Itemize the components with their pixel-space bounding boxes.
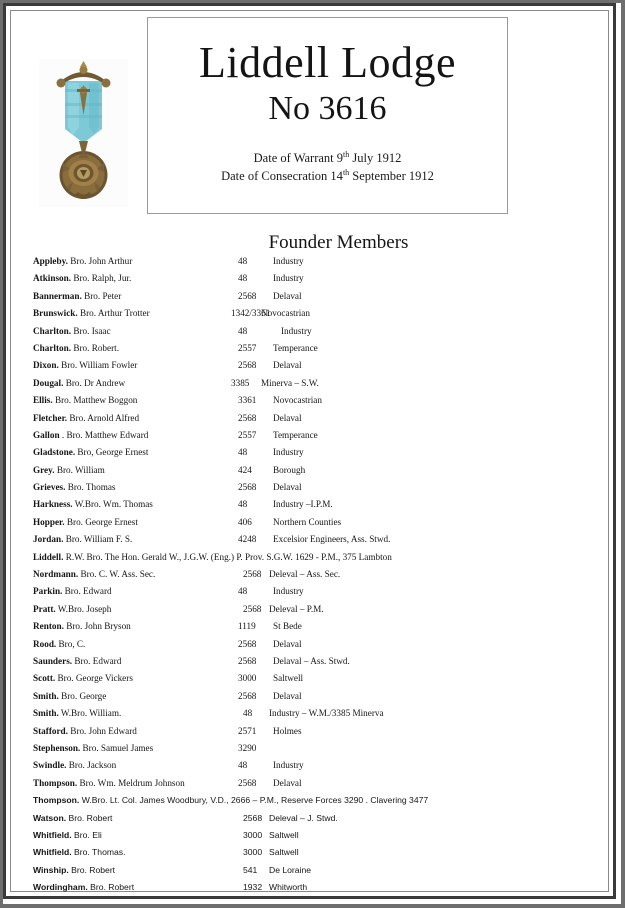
member-surname: Scott. bbox=[33, 673, 56, 684]
scan-edge-right bbox=[621, 0, 625, 908]
consecration-rest: September 1912 bbox=[349, 169, 434, 184]
member-name bbox=[33, 256, 132, 266]
member-details: W.Bro. Lt. Col. James Woodbury, V.D., 2666 – P.M., Reserve Forces 3290 . Clavering 3477 bbox=[79, 795, 429, 806]
member-mother-lodge-number: 4248 bbox=[238, 534, 257, 545]
member-name bbox=[33, 447, 148, 457]
member-surname: Ellis. bbox=[33, 395, 53, 406]
member-row bbox=[33, 308, 593, 325]
founders-jewel-image bbox=[39, 59, 128, 207]
member-surname: Parkin. bbox=[33, 586, 63, 597]
member-name bbox=[33, 708, 121, 718]
member-given-name: Bro. John Edward bbox=[67, 725, 137, 736]
member-row bbox=[33, 760, 593, 777]
member-given-name: Bro. Eli bbox=[71, 829, 102, 840]
member-mother-lodge-name: Industry bbox=[273, 273, 304, 284]
member-mother-lodge-number: 2557 bbox=[238, 342, 257, 353]
member-given-name: . Bro. Matthew Edward bbox=[59, 429, 149, 440]
member-mother-lodge-name: Temperance bbox=[273, 429, 318, 440]
member-mother-lodge-number: 48 bbox=[238, 499, 248, 510]
member-row bbox=[33, 360, 593, 377]
member-surname: Swindle. bbox=[33, 760, 67, 771]
member-name bbox=[33, 586, 112, 596]
scan-edge-bottom bbox=[0, 904, 625, 908]
member-mother-lodge-name: Delaval bbox=[273, 777, 302, 788]
member-row bbox=[33, 447, 593, 464]
member-mother-lodge-name: Saltwell bbox=[269, 829, 299, 840]
member-mother-lodge-name: Holmes bbox=[273, 725, 302, 736]
member-given-name: Bro. Arthur Trotter bbox=[77, 308, 150, 319]
consecration-ordinal: th bbox=[342, 168, 350, 178]
member-name bbox=[33, 569, 155, 579]
member-row bbox=[33, 586, 593, 603]
member-mother-lodge-number: 48 bbox=[238, 256, 248, 266]
member-mother-lodge-name: Delaval bbox=[273, 690, 302, 701]
member-row bbox=[33, 795, 593, 812]
member-mother-lodge-name: Delaval – Ass. Stwd. bbox=[273, 655, 350, 666]
member-surname: Grey. bbox=[33, 464, 55, 475]
member-name bbox=[33, 395, 137, 405]
member-row bbox=[33, 743, 593, 760]
member-row bbox=[33, 499, 593, 516]
member-surname: Charlton. bbox=[33, 342, 72, 353]
member-name bbox=[33, 691, 106, 701]
member-name bbox=[33, 882, 134, 892]
member-row bbox=[33, 778, 593, 795]
member-surname: Liddell. bbox=[33, 551, 64, 562]
member-mother-lodge-name: Industry bbox=[281, 325, 312, 336]
member-mother-lodge-number: 1119 bbox=[238, 621, 256, 632]
member-row bbox=[33, 430, 593, 447]
member-given-name: Bro. Robert bbox=[87, 882, 135, 893]
scan-edge-top bbox=[0, 0, 625, 3]
member-mother-lodge-name: Northern Counties bbox=[273, 516, 342, 527]
member-mother-lodge-number: 48 bbox=[238, 325, 248, 336]
member-row bbox=[33, 343, 593, 360]
member-given-name: Bro. John Arthur bbox=[67, 256, 133, 266]
member-mother-lodge-number: 1342/3361 bbox=[231, 308, 271, 319]
member-name bbox=[33, 499, 153, 509]
member-given-name: W.Bro. Wm. Thomas bbox=[72, 499, 153, 510]
member-surname: Winship. bbox=[33, 864, 69, 875]
member-name bbox=[33, 360, 137, 370]
member-surname: Stephenson. bbox=[33, 742, 81, 753]
member-mother-lodge-name: De Loraine bbox=[269, 864, 312, 875]
member-surname: Harkness. bbox=[33, 499, 73, 510]
member-name bbox=[33, 378, 125, 388]
member-surname: Brunswick. bbox=[33, 308, 78, 319]
member-surname: Gladstone. bbox=[33, 447, 76, 458]
member-surname: Charlton. bbox=[33, 325, 72, 336]
date-of-consecration bbox=[148, 167, 507, 185]
member-mother-lodge-name: Delaval bbox=[273, 290, 302, 301]
member-row bbox=[33, 621, 593, 638]
warrant-ordinal: th bbox=[343, 150, 350, 160]
member-name bbox=[33, 656, 121, 666]
member-surname: Stafford. bbox=[33, 725, 68, 736]
member-mother-lodge-name: Novocastrian bbox=[273, 395, 322, 406]
member-mother-lodge-name: Deleval – J. Stwd. bbox=[269, 812, 338, 823]
member-name bbox=[33, 534, 132, 544]
member-given-name: Bro. Samuel James bbox=[80, 742, 154, 753]
member-row bbox=[33, 273, 593, 290]
member-row bbox=[33, 639, 593, 656]
member-mother-lodge-number: 3385 bbox=[231, 377, 250, 388]
member-details: R.W. Bro. The Hon. Gerald W., J.G.W. (Eng.) P. Prov. S.G.W. 1629 - P.M., 375 Lambton bbox=[63, 551, 392, 562]
member-given-name: Bro. Arnold Alfred bbox=[67, 412, 140, 423]
member-surname: Nordmann. bbox=[33, 569, 79, 580]
member-given-name: Bro. Edward bbox=[62, 586, 112, 597]
member-surname: Dixon. bbox=[33, 360, 59, 371]
member-surname: Hopper. bbox=[33, 516, 65, 527]
member-full-entry bbox=[33, 795, 428, 805]
member-row bbox=[33, 517, 593, 534]
member-mother-lodge-name: Novocastrian bbox=[261, 308, 310, 319]
section-heading-founder-members: Founder Members bbox=[268, 232, 409, 253]
member-row bbox=[33, 291, 593, 308]
member-name bbox=[33, 743, 153, 753]
member-row bbox=[33, 726, 593, 743]
member-given-name: Bro, C. bbox=[56, 638, 86, 649]
member-row bbox=[33, 691, 593, 708]
member-row bbox=[33, 552, 593, 569]
member-row bbox=[33, 708, 593, 725]
member-name bbox=[33, 343, 119, 353]
member-row bbox=[33, 830, 593, 847]
member-surname: Thompson. bbox=[33, 777, 78, 788]
member-mother-lodge-name: Minerva – S.W. bbox=[261, 377, 319, 388]
member-mother-lodge-number: 2568 bbox=[238, 655, 257, 666]
member-given-name: Bro. Robert bbox=[66, 812, 113, 823]
member-name bbox=[33, 517, 138, 527]
member-surname: Fletcher. bbox=[33, 412, 68, 423]
member-surname: Saunders. bbox=[33, 655, 73, 666]
member-mother-lodge-number: 48 bbox=[238, 273, 248, 284]
member-mother-lodge-number: 406 bbox=[238, 516, 252, 527]
member-surname: Renton. bbox=[33, 621, 64, 632]
member-given-name: Bro. Isaac bbox=[71, 325, 111, 336]
member-mother-lodge-number: 2568 bbox=[238, 482, 257, 493]
member-row bbox=[33, 673, 593, 690]
medal-illustration bbox=[39, 59, 128, 207]
member-name bbox=[33, 604, 111, 614]
member-name bbox=[33, 830, 102, 840]
member-given-name: Bro. Peter bbox=[81, 290, 122, 301]
member-mother-lodge-number: 3000 bbox=[238, 673, 257, 684]
member-name bbox=[33, 308, 150, 318]
member-mother-lodge-number: 48 bbox=[238, 447, 248, 458]
member-given-name: Bro. Thomas bbox=[65, 482, 116, 493]
member-mother-lodge-name: Industry –I.P.M. bbox=[273, 499, 333, 510]
lodge-number: No 3616 bbox=[268, 89, 387, 127]
member-name bbox=[33, 673, 133, 683]
member-mother-lodge-name: Industry bbox=[273, 447, 304, 458]
member-surname: Whitfield. bbox=[33, 847, 72, 858]
member-given-name: Bro. William bbox=[54, 464, 105, 475]
member-name bbox=[33, 847, 125, 857]
member-given-name: Bro. George Ernest bbox=[64, 516, 138, 527]
member-name bbox=[33, 813, 112, 823]
member-row bbox=[33, 534, 593, 551]
member-given-name: Bro. George Vickers bbox=[55, 673, 133, 684]
date-of-warrant bbox=[148, 149, 507, 167]
member-mother-lodge-name: Delaval bbox=[273, 412, 302, 423]
member-mother-lodge-name: St Bede bbox=[273, 621, 302, 632]
member-mother-lodge-name: Deleval – P.M. bbox=[269, 603, 324, 614]
member-mother-lodge-name: Delaval bbox=[273, 638, 302, 649]
member-row bbox=[33, 413, 593, 430]
member-mother-lodge-name: Temperance bbox=[273, 342, 318, 353]
member-mother-lodge-number: 2568 bbox=[243, 603, 262, 614]
member-surname: Atkinson. bbox=[33, 273, 72, 284]
consecration-label: Date of Consecration 14 bbox=[221, 169, 343, 184]
member-mother-lodge-number: 3000 bbox=[243, 847, 263, 858]
member-given-name: Bro. William F. S. bbox=[63, 534, 133, 545]
member-given-name: Bro. C. W. Ass. Sec. bbox=[78, 569, 156, 580]
member-surname: Smith. bbox=[33, 708, 59, 719]
member-mother-lodge-number: 48 bbox=[243, 708, 253, 719]
scan-edge-left bbox=[0, 0, 3, 908]
member-mother-lodge-number: 1932 bbox=[243, 882, 263, 893]
member-mother-lodge-number: 424 bbox=[238, 464, 252, 475]
member-mother-lodge-name: Deleval – Ass. Sec. bbox=[269, 569, 341, 580]
member-mother-lodge-number: 48 bbox=[238, 586, 248, 597]
member-name bbox=[33, 291, 121, 301]
member-mother-lodge-number: 2568 bbox=[238, 777, 257, 788]
member-given-name: Bro. Ralph, Jur. bbox=[71, 273, 132, 284]
member-row bbox=[33, 465, 593, 482]
member-row bbox=[33, 656, 593, 673]
member-row bbox=[33, 569, 593, 586]
member-full-entry bbox=[33, 552, 392, 562]
member-surname: Appleby. bbox=[33, 256, 68, 266]
member-name bbox=[33, 726, 137, 736]
member-mother-lodge-number: 2568 bbox=[238, 290, 257, 301]
member-mother-lodge-name: Borough bbox=[273, 464, 306, 475]
member-surname: Whitfield. bbox=[33, 829, 72, 840]
member-row bbox=[33, 813, 593, 830]
member-mother-lodge-number: 3000 bbox=[243, 829, 263, 840]
member-surname: Pratt. bbox=[33, 603, 56, 614]
member-name bbox=[33, 430, 148, 440]
member-given-name: Bro. Thomas. bbox=[71, 847, 126, 858]
member-given-name: Bro. John Bryson bbox=[63, 621, 131, 632]
member-name bbox=[33, 465, 105, 475]
member-surname: Gallon bbox=[33, 429, 60, 440]
member-mother-lodge-number: 2571 bbox=[238, 725, 257, 736]
member-given-name: Bro. Dr Andrew bbox=[63, 377, 126, 388]
member-given-name: Bro, George Ernest bbox=[75, 447, 149, 458]
member-given-name: W.Bro. Joseph bbox=[55, 603, 112, 614]
member-mother-lodge-name: Delaval bbox=[273, 482, 302, 493]
lodge-name: Liddell Lodge bbox=[199, 38, 456, 87]
member-mother-lodge-name: Industry – W.M./3385 Minerva bbox=[269, 708, 384, 719]
member-surname: Rood. bbox=[33, 638, 57, 649]
member-mother-lodge-number: 2568 bbox=[238, 638, 257, 649]
member-name bbox=[33, 413, 139, 423]
member-mother-lodge-number: 2568 bbox=[238, 360, 257, 371]
member-mother-lodge-number: 2568 bbox=[238, 690, 257, 701]
member-given-name: Bro. Robert. bbox=[71, 342, 120, 353]
member-mother-lodge-name: Industry bbox=[273, 256, 304, 266]
member-given-name: Bro. Jackson bbox=[66, 760, 117, 771]
member-mother-lodge-number: 3290 bbox=[238, 742, 257, 753]
member-surname: Watson. bbox=[33, 812, 67, 823]
member-given-name: W.Bro. William. bbox=[58, 708, 122, 719]
member-row bbox=[33, 482, 593, 499]
member-mother-lodge-number: 2557 bbox=[238, 429, 257, 440]
warrant-dates bbox=[148, 149, 507, 186]
member-row bbox=[33, 378, 593, 395]
member-given-name: Bro. Wm. Meldrum Johnson bbox=[77, 777, 185, 788]
member-name bbox=[33, 482, 116, 492]
member-surname: Wordingham. bbox=[33, 882, 88, 893]
member-mother-lodge-number: 3361 bbox=[238, 395, 257, 406]
member-name bbox=[33, 865, 115, 875]
member-given-name: Bro. George bbox=[58, 690, 107, 701]
member-mother-lodge-name: Saltwell bbox=[269, 847, 299, 858]
member-mother-lodge-number: 2568 bbox=[243, 812, 263, 823]
member-surname: Grieves. bbox=[33, 482, 66, 493]
member-given-name: Bro. Matthew Boggon bbox=[52, 395, 138, 406]
member-mother-lodge-name: Saltwell bbox=[273, 673, 304, 684]
member-name bbox=[33, 326, 111, 336]
member-name bbox=[33, 273, 131, 283]
member-mother-lodge-name: Whitworth bbox=[269, 882, 308, 893]
member-name bbox=[33, 639, 85, 649]
member-mother-lodge-number: 2568 bbox=[238, 412, 257, 423]
member-row bbox=[33, 847, 593, 864]
member-mother-lodge-name: Excelsior Engineers, Ass. Stwd. bbox=[273, 534, 391, 545]
member-given-name: Bro. Robert bbox=[68, 864, 116, 875]
member-mother-lodge-name: Industry bbox=[273, 760, 304, 771]
member-name bbox=[33, 621, 131, 631]
member-surname: Thompson. bbox=[33, 795, 80, 806]
member-name bbox=[33, 760, 116, 770]
member-row bbox=[33, 865, 593, 882]
member-row bbox=[33, 604, 593, 621]
founder-members-list bbox=[33, 256, 593, 899]
member-row bbox=[33, 256, 593, 273]
member-name bbox=[33, 778, 185, 788]
member-mother-lodge-number: 541 bbox=[243, 864, 258, 875]
member-mother-lodge-number: 2568 bbox=[243, 569, 262, 580]
member-surname: Smith. bbox=[33, 690, 59, 701]
member-mother-lodge-number: 48 bbox=[238, 760, 248, 771]
member-given-name: Bro. Edward bbox=[72, 655, 122, 666]
member-surname: Dougal. bbox=[33, 377, 64, 388]
member-mother-lodge-name: Industry bbox=[273, 586, 304, 597]
member-row bbox=[33, 395, 593, 412]
lodge-title-box bbox=[147, 17, 508, 214]
member-mother-lodge-name: Delaval bbox=[273, 360, 302, 371]
member-surname: Jordan. bbox=[33, 534, 64, 545]
member-row bbox=[33, 326, 593, 343]
member-given-name: Bro. William Fowler bbox=[58, 360, 138, 371]
warrant-rest: July 1912 bbox=[349, 151, 402, 166]
member-row bbox=[33, 882, 593, 899]
warrant-label: Date of Warrant 9 bbox=[253, 151, 344, 166]
member-surname: Bannerman. bbox=[33, 290, 82, 301]
